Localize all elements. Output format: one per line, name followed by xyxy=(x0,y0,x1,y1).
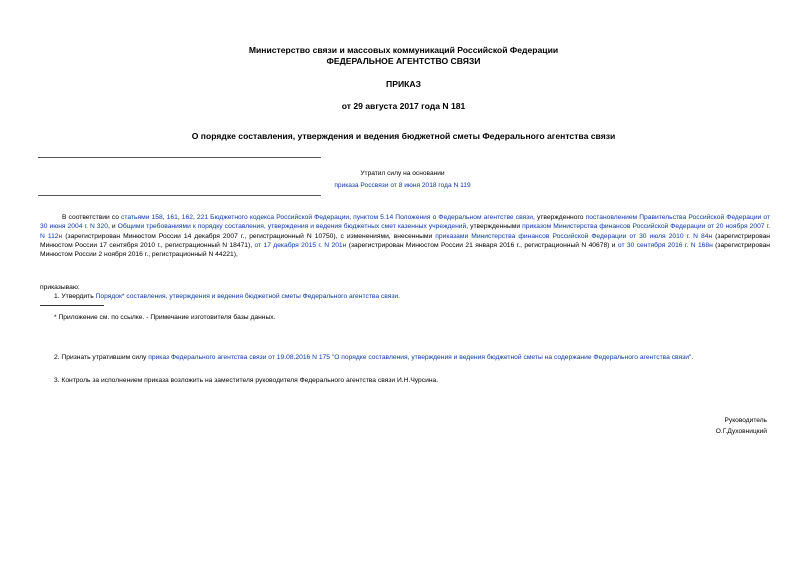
text-segment: (зарегистрирован Минюстом России 17 сентября 2010 г., регистрационный N 18471), xyxy=(40,232,770,249)
text-segment: (зарегистрирован Минюстом России 14 декабря 2007 г., регистрационный N 10750), с изменениями, внесенными xyxy=(62,232,436,240)
order-item-2 xyxy=(54,353,794,362)
doc-link[interactable]: 161 xyxy=(166,214,178,221)
doc-link[interactable]: Общими требованиями к порядку составления, утверждения и ведения бюджетных смет казенных учреждений xyxy=(117,223,467,231)
preamble-paragraph xyxy=(40,213,770,259)
doc-link[interactable]: * составления, утверждения и ведения бюджетной сметы Федерального агентства связи. xyxy=(121,293,401,300)
doc-link[interactable]: приказами Министерства финансов Российской Федерации от 30 июля 2010 г. N 84н xyxy=(435,232,713,240)
text-segment: 2. Признать утратившим силу xyxy=(54,354,149,361)
signature-position: Руководитель xyxy=(724,417,767,424)
text-segment: 1. Утвердить xyxy=(54,293,96,300)
doc-date-number: от 29 августа 2017 года N 181 xyxy=(341,101,466,111)
text-segment: , утвержденного xyxy=(533,214,586,221)
agency-heading: ФЕДЕРАЛЬНОЕ АГЕНТСТВО СВЯЗИ xyxy=(326,56,481,66)
doc-title: О порядке составления, утверждения и ведения бюджетной сметы Федерального агентства связи xyxy=(191,131,616,141)
doc-link[interactable]: статьями 158 xyxy=(121,214,163,221)
text-segment: , xyxy=(192,214,197,221)
doc-type-heading: ПРИКАЗ xyxy=(386,79,421,89)
doc-link[interactable]: 162 xyxy=(181,214,193,221)
doc-link[interactable]: постановлением Правительства Российской Федерации от 30 июня 2004 г. N 320 xyxy=(40,214,771,231)
doc-link[interactable]: от 17 декабря 2015 г. N 201н xyxy=(254,241,347,249)
footnote: * Приложение см. по ссылке. - Примечание изготовителя базы данных. xyxy=(54,314,276,321)
doc-link[interactable]: от 30 сентября 2016 г. N 168н xyxy=(617,241,713,249)
validity-note-link[interactable]: приказа Россвязи от 8 июня 2018 года N 119 xyxy=(334,182,471,189)
text-segment: (зарегистрирован Минюстом России 21 января 2016 г., регистрационный N 40678) и xyxy=(346,241,618,249)
signature-name: О.Г.Духовницкий xyxy=(715,428,767,435)
doc-link[interactable]: 221 Бюджетного кодекса Российской Федерации xyxy=(196,214,350,221)
doc-link[interactable]: приказом Министерства финансов Российской Федерации от 20 ноября 2007 г. N 112н xyxy=(40,223,771,240)
text-segment: , и xyxy=(107,223,118,231)
text-segment: , xyxy=(349,214,354,221)
order-item-3: 3. Контроль за исполнением приказа возложить на заместителя руководителя Федерального агентства связи И.Н.Чурсина. xyxy=(54,377,439,384)
text-segment: , утвержденными xyxy=(466,223,523,231)
doc-link[interactable]: Порядок xyxy=(95,293,122,300)
divider-top xyxy=(38,157,321,158)
text-segment: . xyxy=(691,354,694,361)
order-word: приказываю: xyxy=(40,284,80,291)
text-segment: , xyxy=(162,214,167,221)
divider-bottom xyxy=(38,195,321,196)
order-item-1 xyxy=(54,292,754,301)
doc-link[interactable]: приказ Федерального агентства связи от 19.08.2016 N 175 "О порядке составления, утверждения и ведения бюджетной сметы на содержание Федерального агентства связи" xyxy=(148,354,692,361)
footnote-divider xyxy=(40,305,104,306)
text-segment: В соответствии со xyxy=(62,214,122,221)
validity-note-text: Утратил силу на основании xyxy=(360,170,445,177)
doc-link[interactable]: пунктом 5.14 Положения о Федеральном агентстве связи xyxy=(353,214,533,221)
ministry-heading: Министерство связи и массовых коммуникаций Российской Федерации xyxy=(248,45,559,55)
text-segment: (зарегистрирован Минюстом России 2 ноября 2016 г., регистрационный N 44221), xyxy=(40,241,770,259)
text-segment: , xyxy=(177,214,182,221)
